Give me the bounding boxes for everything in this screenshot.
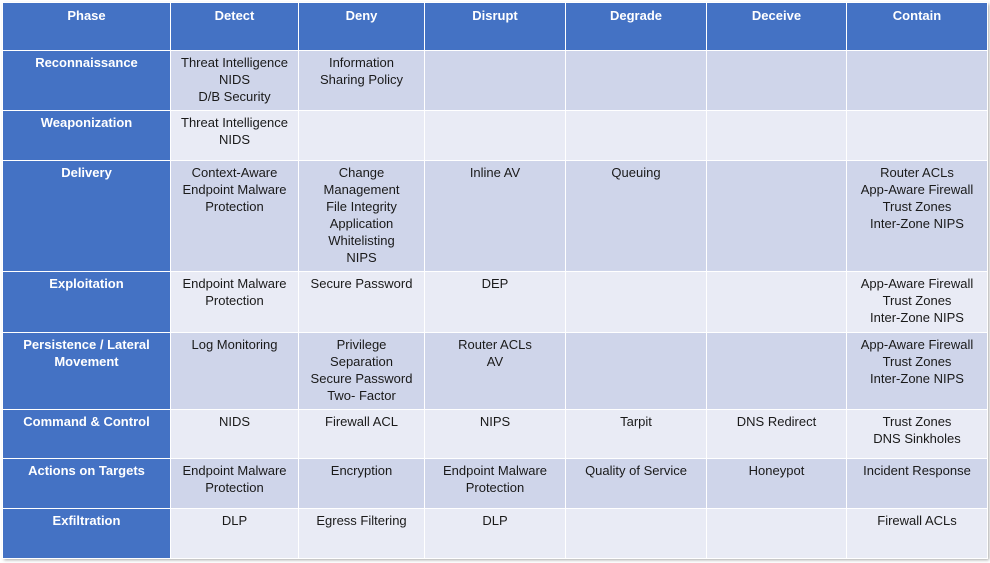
phase-cell [3,333,171,410]
phase-label: Exfiltration [52,513,121,528]
control-item: Endpoint Malware [182,463,287,478]
control-item: Honeypot [748,463,805,478]
control-item: Tarpit [620,414,652,429]
cell-degrade [566,111,707,161]
cell-deceive [707,459,847,509]
cell-deny [299,272,425,333]
cell-deceive [707,111,847,161]
control-item: Secure Password [310,276,413,291]
phase-label: Persistence / Lateral [23,337,150,352]
control-item: NIDS [218,414,251,429]
control-item: AV [486,354,504,369]
control-item: File Integrity [326,199,397,214]
control-item: Inter-Zone NIPS [870,371,964,386]
cell-detect [171,459,299,509]
phase-label: Actions on Targets [28,463,145,478]
control-item: Sharing Policy [319,72,404,87]
cell-deny [299,51,425,111]
cell-degrade [566,333,707,410]
header-disrupt: Disrupt [425,3,566,51]
control-item: Separation [330,354,393,369]
control-item: Threat Intelligence [181,115,288,130]
cell-deny [299,410,425,459]
control-item: NIDS [218,132,251,147]
control-item: Router ACLs [880,165,954,180]
cell-disrupt [425,509,566,559]
table-row [3,410,988,459]
control-item: DLP [221,513,248,528]
control-item: DEP [481,276,509,291]
control-item: Change [338,165,385,180]
control-item: Trust Zones [882,354,952,369]
phase-cell [3,509,171,559]
control-item: D/B Security [198,89,271,104]
header-contain: Contain [847,3,988,51]
cell-deceive [707,333,847,410]
cell-deny [299,111,425,161]
cell-deceive [707,410,847,459]
control-item: NIPS [479,414,511,429]
cell-deceive [707,272,847,333]
cell-detect [171,272,299,333]
cell-degrade [566,272,707,333]
cell-disrupt [425,459,566,509]
cell-degrade [566,51,707,111]
control-item: Protection [465,480,525,495]
cell-disrupt [425,333,566,410]
header-deny: Deny [299,3,425,51]
control-item: Trust Zones [882,414,952,429]
control-item: Privilege [336,337,387,352]
control-item: Log Monitoring [191,337,278,352]
control-item: DNS Sinkholes [873,431,961,446]
cell-contain [847,410,988,459]
control-item: App-Aware Firewall [860,337,974,352]
control-item: Threat Intelligence [181,55,288,70]
phase-cell [3,272,171,333]
cell-contain [847,509,988,559]
control-item: Endpoint Malware [442,463,548,478]
cell-degrade [566,410,707,459]
control-item: Trust Zones [882,293,952,308]
header-row [3,3,988,51]
cell-deny [299,509,425,559]
control-item: Information [328,55,395,70]
phase-label: Movement [54,354,119,369]
cell-contain [847,272,988,333]
phase-cell [3,459,171,509]
control-item: Firewall ACL [325,414,398,429]
table-row [3,111,988,161]
control-item: Management [323,182,400,197]
cell-contain [847,51,988,111]
cell-contain [847,333,988,410]
table-row [3,51,988,111]
phase-label: Command & Control [23,414,150,429]
table-row [3,509,988,559]
cell-detect [171,509,299,559]
control-item: Router ACLs [458,337,532,352]
control-item: Incident Response [863,463,971,478]
cell-contain [847,111,988,161]
cell-detect [171,161,299,272]
phase-label: Delivery [61,165,112,180]
control-item: App-Aware Firewall [860,182,974,197]
control-item: Queuing [611,165,661,180]
header-deceive: Deceive [707,3,847,51]
phase-cell [3,111,171,161]
cell-disrupt [425,272,566,333]
cell-detect [171,333,299,410]
header-detect: Detect [171,3,299,51]
control-item: Inter-Zone NIPS [870,216,964,231]
cell-disrupt [425,161,566,272]
control-item: NIPS [346,250,377,265]
control-item: Whitelisting [328,233,395,248]
cell-disrupt [425,410,566,459]
cell-deceive [707,161,847,272]
cell-disrupt [425,51,566,111]
table-row [3,272,988,333]
defense-matrix-table [2,2,988,559]
cell-disrupt [425,111,566,161]
cell-deny [299,333,425,410]
control-item: Inline AV [469,165,521,180]
header-degrade: Degrade [566,3,707,51]
control-item: Application [329,216,394,231]
control-item: Encryption [330,463,393,478]
cell-degrade [566,509,707,559]
cell-detect [171,410,299,459]
control-item: Protection [205,293,264,308]
cell-degrade [566,161,707,272]
table-row [3,459,988,509]
control-item: Context-Aware [191,165,278,180]
control-item: Trust Zones [882,199,952,214]
header-phase: Phase [3,3,171,51]
phase-label: Weaponization [40,115,133,130]
cell-deny [299,459,425,509]
cell-degrade [566,459,707,509]
control-item: Endpoint Malware [182,276,287,291]
cell-deceive [707,51,847,111]
control-item: Two- Factor [327,388,396,403]
cell-detect [171,51,299,111]
control-item: Endpoint Malware [182,182,287,197]
cell-deceive [707,509,847,559]
control-item: Protection [205,480,264,495]
control-item: Firewall ACLs [877,513,957,528]
phase-label: Reconnaissance [35,55,138,70]
control-item: NIDS [218,72,251,87]
table-row [3,333,988,410]
cell-contain [847,161,988,272]
table-row [3,161,988,272]
phase-cell [3,410,171,459]
cell-contain [847,459,988,509]
control-item: Inter-Zone NIPS [870,310,964,325]
control-item: Secure Password [310,371,413,386]
control-item: Egress Filtering [316,513,407,528]
control-item: DLP [482,513,508,528]
phase-cell [3,161,171,272]
matrix-body [3,51,988,559]
phase-label: Exploitation [49,276,124,291]
cell-deny [299,161,425,272]
cell-detect [171,111,299,161]
control-item: Quality of Service [585,463,687,478]
phase-cell [3,51,171,111]
control-item: DNS Redirect [736,414,817,429]
control-item: Protection [205,199,264,214]
control-item: App-Aware Firewall [860,276,974,291]
kill-chain-matrix [2,2,987,558]
